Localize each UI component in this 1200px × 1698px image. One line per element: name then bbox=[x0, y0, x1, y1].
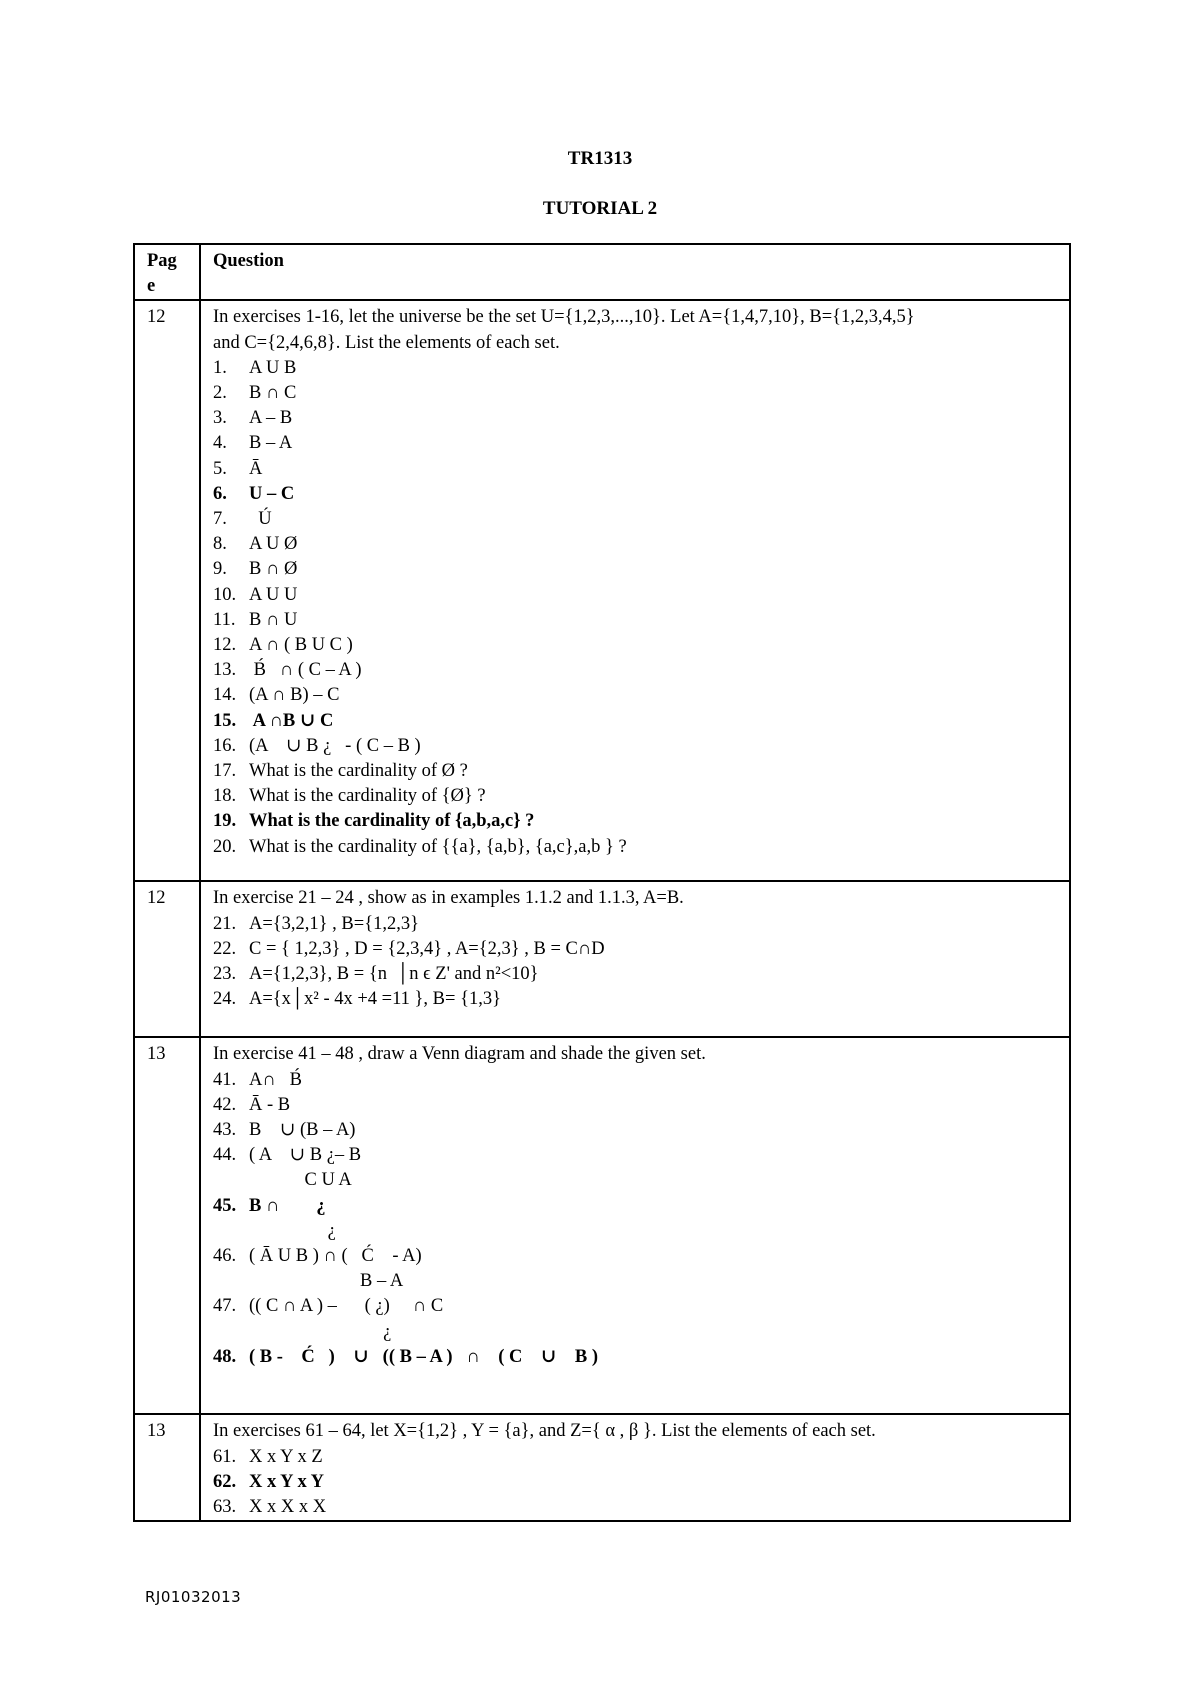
exercise-number: 24. bbox=[213, 989, 237, 1010]
exercise-text: A∩ B́ bbox=[249, 1069, 302, 1090]
exercise-text: U – C bbox=[249, 483, 295, 504]
exercise-item bbox=[213, 784, 1063, 809]
table-header-row bbox=[134, 244, 1070, 300]
exercise-item bbox=[213, 633, 1063, 658]
exercise-number: 7. bbox=[213, 509, 227, 530]
exercise-text: Ā - B bbox=[249, 1094, 291, 1115]
exercise-text: B – A bbox=[249, 1271, 404, 1292]
section-body bbox=[200, 1414, 1070, 1521]
exercise-text: ( B - Ć ) ∪ (( B – A ) ∩ ( C ∪ B ) bbox=[249, 1346, 599, 1367]
exercise-text: B ∪ (B – A) bbox=[249, 1120, 356, 1141]
exercise-number: 47. bbox=[213, 1296, 237, 1317]
exercise-item bbox=[213, 1093, 1063, 1118]
header-page: Pag e bbox=[134, 244, 200, 300]
exercise-number: 20. bbox=[213, 836, 237, 857]
exercise-text: A – B bbox=[249, 408, 293, 429]
section-row-4 bbox=[134, 1414, 1070, 1521]
exercise-item bbox=[213, 1143, 1063, 1168]
exercise-text: B – A bbox=[249, 433, 293, 454]
exercise-text: What is the cardinality of {a,b,a,c} ? bbox=[249, 811, 535, 832]
exercise-text: A={1,2,3}, B = {n │n ϵ Z' and n²<10} bbox=[249, 964, 539, 985]
exercise-item bbox=[213, 431, 1063, 456]
section-body bbox=[200, 300, 1070, 881]
exercise-number: 44. bbox=[213, 1145, 237, 1166]
exercise-text: A={x│x² - 4x +4 =11 }, B= {1,3} bbox=[249, 989, 501, 1010]
exercise-item bbox=[213, 683, 1063, 708]
exercise-number: 15. bbox=[213, 710, 237, 731]
exercise-text: (( C ∩ A ) – ( ¿) ∩ C bbox=[249, 1296, 444, 1317]
exercise-item bbox=[213, 987, 1063, 1012]
exercise-text: A U U bbox=[249, 584, 298, 605]
exercise-number: 19. bbox=[213, 811, 237, 832]
section-page: 12 bbox=[134, 881, 200, 1037]
section-page: 13 bbox=[134, 1037, 200, 1414]
exercise-number: 10. bbox=[213, 584, 237, 605]
exercise-item bbox=[213, 356, 1063, 381]
exercise-number: 43. bbox=[213, 1120, 237, 1141]
exercise-item bbox=[213, 734, 1063, 759]
exercise-item bbox=[213, 809, 1063, 834]
exercise-item bbox=[213, 835, 1063, 860]
exercise-number: 48. bbox=[213, 1346, 237, 1367]
exercise-item bbox=[213, 1269, 1063, 1294]
exercise-text: ( Ā U B ) ∩ ( Ć - A) bbox=[249, 1246, 422, 1267]
exercise-number: 23. bbox=[213, 964, 237, 985]
section-body bbox=[200, 1037, 1070, 1414]
exercise-item bbox=[213, 1244, 1063, 1269]
exercise-text: X x X x X bbox=[249, 1497, 327, 1518]
exercise-number: 16. bbox=[213, 735, 237, 756]
exercise-text: A ∩B ∪ C bbox=[249, 710, 334, 731]
exercise-number: 11. bbox=[213, 609, 236, 630]
exercise-item bbox=[213, 381, 1063, 406]
exercise-number: 17. bbox=[213, 761, 237, 782]
exercise-text: B ∩ ¿ bbox=[249, 1195, 326, 1216]
exercise-text: A U B bbox=[249, 357, 297, 378]
exercise-number: 6. bbox=[213, 483, 227, 504]
exercise-item bbox=[213, 962, 1063, 987]
exercise-item bbox=[213, 709, 1063, 734]
exercise-item bbox=[213, 1345, 1063, 1370]
exercise-item bbox=[213, 457, 1063, 482]
exercise-text: X x Y x Z bbox=[249, 1446, 323, 1467]
exercise-text: B ∩ C bbox=[249, 383, 297, 404]
exercise-item bbox=[213, 1294, 1063, 1319]
exercise-text: What is the cardinality of {{a}, {a,b}, {a,c},a,b } ? bbox=[249, 836, 627, 857]
exercise-number: 62. bbox=[213, 1471, 237, 1492]
section-row-3 bbox=[134, 1037, 1070, 1414]
exercise-number: 14. bbox=[213, 685, 237, 706]
exercise-number: 63. bbox=[213, 1497, 237, 1518]
exercise-number: 42. bbox=[213, 1094, 237, 1115]
exercise-item bbox=[213, 1219, 1063, 1244]
section-page: 13 bbox=[134, 1414, 200, 1521]
exercise-text: B ∩ Ø bbox=[249, 559, 298, 580]
exercise-item bbox=[213, 1470, 1063, 1495]
exercise-number: 3. bbox=[213, 408, 227, 429]
exercise-text: ¿ bbox=[249, 1220, 336, 1241]
section-intro: and C={2,4,6,8}. List the elements of each set. bbox=[213, 332, 560, 353]
section-intro: In exercises 1-16, let the universe be the set U={1,2,3,...,10}. Let A={1,4,7,10}, B={1,2,3,4,5} bbox=[213, 307, 915, 328]
section-intro: In exercises 61 – 64, let X={1,2} , Y = {a}, and Z={ α , β }. List the elements of each set. bbox=[213, 1421, 876, 1442]
exercise-number: 9. bbox=[213, 559, 227, 580]
exercise-text: What is the cardinality of Ø ? bbox=[249, 761, 468, 782]
exercise-number: 46. bbox=[213, 1246, 237, 1267]
exercise-number: 13. bbox=[213, 660, 237, 681]
exercise-item bbox=[213, 1320, 1063, 1345]
exercise-text: A={3,2,1} , B={1,2,3} bbox=[249, 913, 419, 934]
section-page: 12 bbox=[134, 300, 200, 881]
exercise-item bbox=[213, 658, 1063, 683]
exercise-item bbox=[213, 1445, 1063, 1470]
exercise-text: B ∩ U bbox=[249, 609, 298, 630]
exercise-number: 5. bbox=[213, 458, 227, 479]
section-row-2 bbox=[134, 881, 1070, 1037]
exercise-number: 45. bbox=[213, 1195, 237, 1216]
exercise-item bbox=[213, 912, 1063, 937]
exercise-number: 61. bbox=[213, 1446, 237, 1467]
exercise-text: ( A ∪ B ¿– B bbox=[249, 1145, 362, 1166]
question-table bbox=[133, 243, 1071, 1522]
section-body bbox=[200, 881, 1070, 1037]
exercise-item bbox=[213, 406, 1063, 431]
exercise-text: B́ ∩ ( C – A ) bbox=[249, 660, 362, 681]
exercise-number: 12. bbox=[213, 635, 237, 656]
section-row-1 bbox=[134, 300, 1070, 881]
section-intro: In exercise 21 – 24 , show as in examples 1.1.2 and 1.1.3, A=B. bbox=[213, 888, 684, 909]
tutorial-title: TUTORIAL 2 bbox=[542, 198, 658, 219]
exercise-text: What is the cardinality of {Ø} ? bbox=[249, 786, 486, 807]
exercise-text: A ∩ ( B U C ) bbox=[249, 635, 353, 656]
exercise-number: 41. bbox=[213, 1069, 237, 1090]
course-code: TR1313 bbox=[567, 148, 633, 169]
exercise-item bbox=[213, 583, 1063, 608]
exercise-item bbox=[213, 1168, 1063, 1193]
exercise-number: 8. bbox=[213, 534, 227, 555]
section-intro: In exercise 41 – 48 , draw a Venn diagram and shade the given set. bbox=[213, 1044, 706, 1065]
exercise-item bbox=[213, 557, 1063, 582]
exercise-text: ¿ bbox=[249, 1321, 392, 1342]
exercise-text: X x Y x Y bbox=[249, 1471, 325, 1492]
exercise-text: (A ∪ B ¿ - ( C – B ) bbox=[249, 735, 421, 756]
exercise-number: 2. bbox=[213, 383, 227, 404]
exercise-number: 4. bbox=[213, 433, 227, 454]
exercise-item bbox=[213, 482, 1063, 507]
exercise-item bbox=[213, 1194, 1063, 1219]
exercise-number: 22. bbox=[213, 938, 237, 959]
exercise-text: C U A bbox=[249, 1170, 352, 1191]
exercise-item bbox=[213, 532, 1063, 557]
exercise-text: Ā bbox=[249, 458, 263, 479]
header-question: Question bbox=[200, 244, 1070, 300]
exercise-number: 1. bbox=[213, 357, 227, 378]
exercise-item bbox=[213, 608, 1063, 633]
exercise-text: Ú bbox=[249, 509, 272, 530]
exercise-item bbox=[213, 1495, 1063, 1520]
exercise-item bbox=[213, 937, 1063, 962]
exercise-text: A U Ø bbox=[249, 534, 298, 555]
exercise-number: 21. bbox=[213, 913, 237, 934]
exercise-item bbox=[213, 759, 1063, 784]
exercise-text: (A ∩ B) – C bbox=[249, 685, 340, 706]
document-footer: RJ01032013 bbox=[145, 1588, 242, 1606]
exercise-item bbox=[213, 507, 1063, 532]
exercise-item bbox=[213, 1118, 1063, 1143]
exercise-item bbox=[213, 1068, 1063, 1093]
exercise-number: 18. bbox=[213, 786, 237, 807]
exercise-text: C = { 1,2,3} , D = {2,3,4} , A={2,3} , B = C∩D bbox=[249, 938, 605, 959]
